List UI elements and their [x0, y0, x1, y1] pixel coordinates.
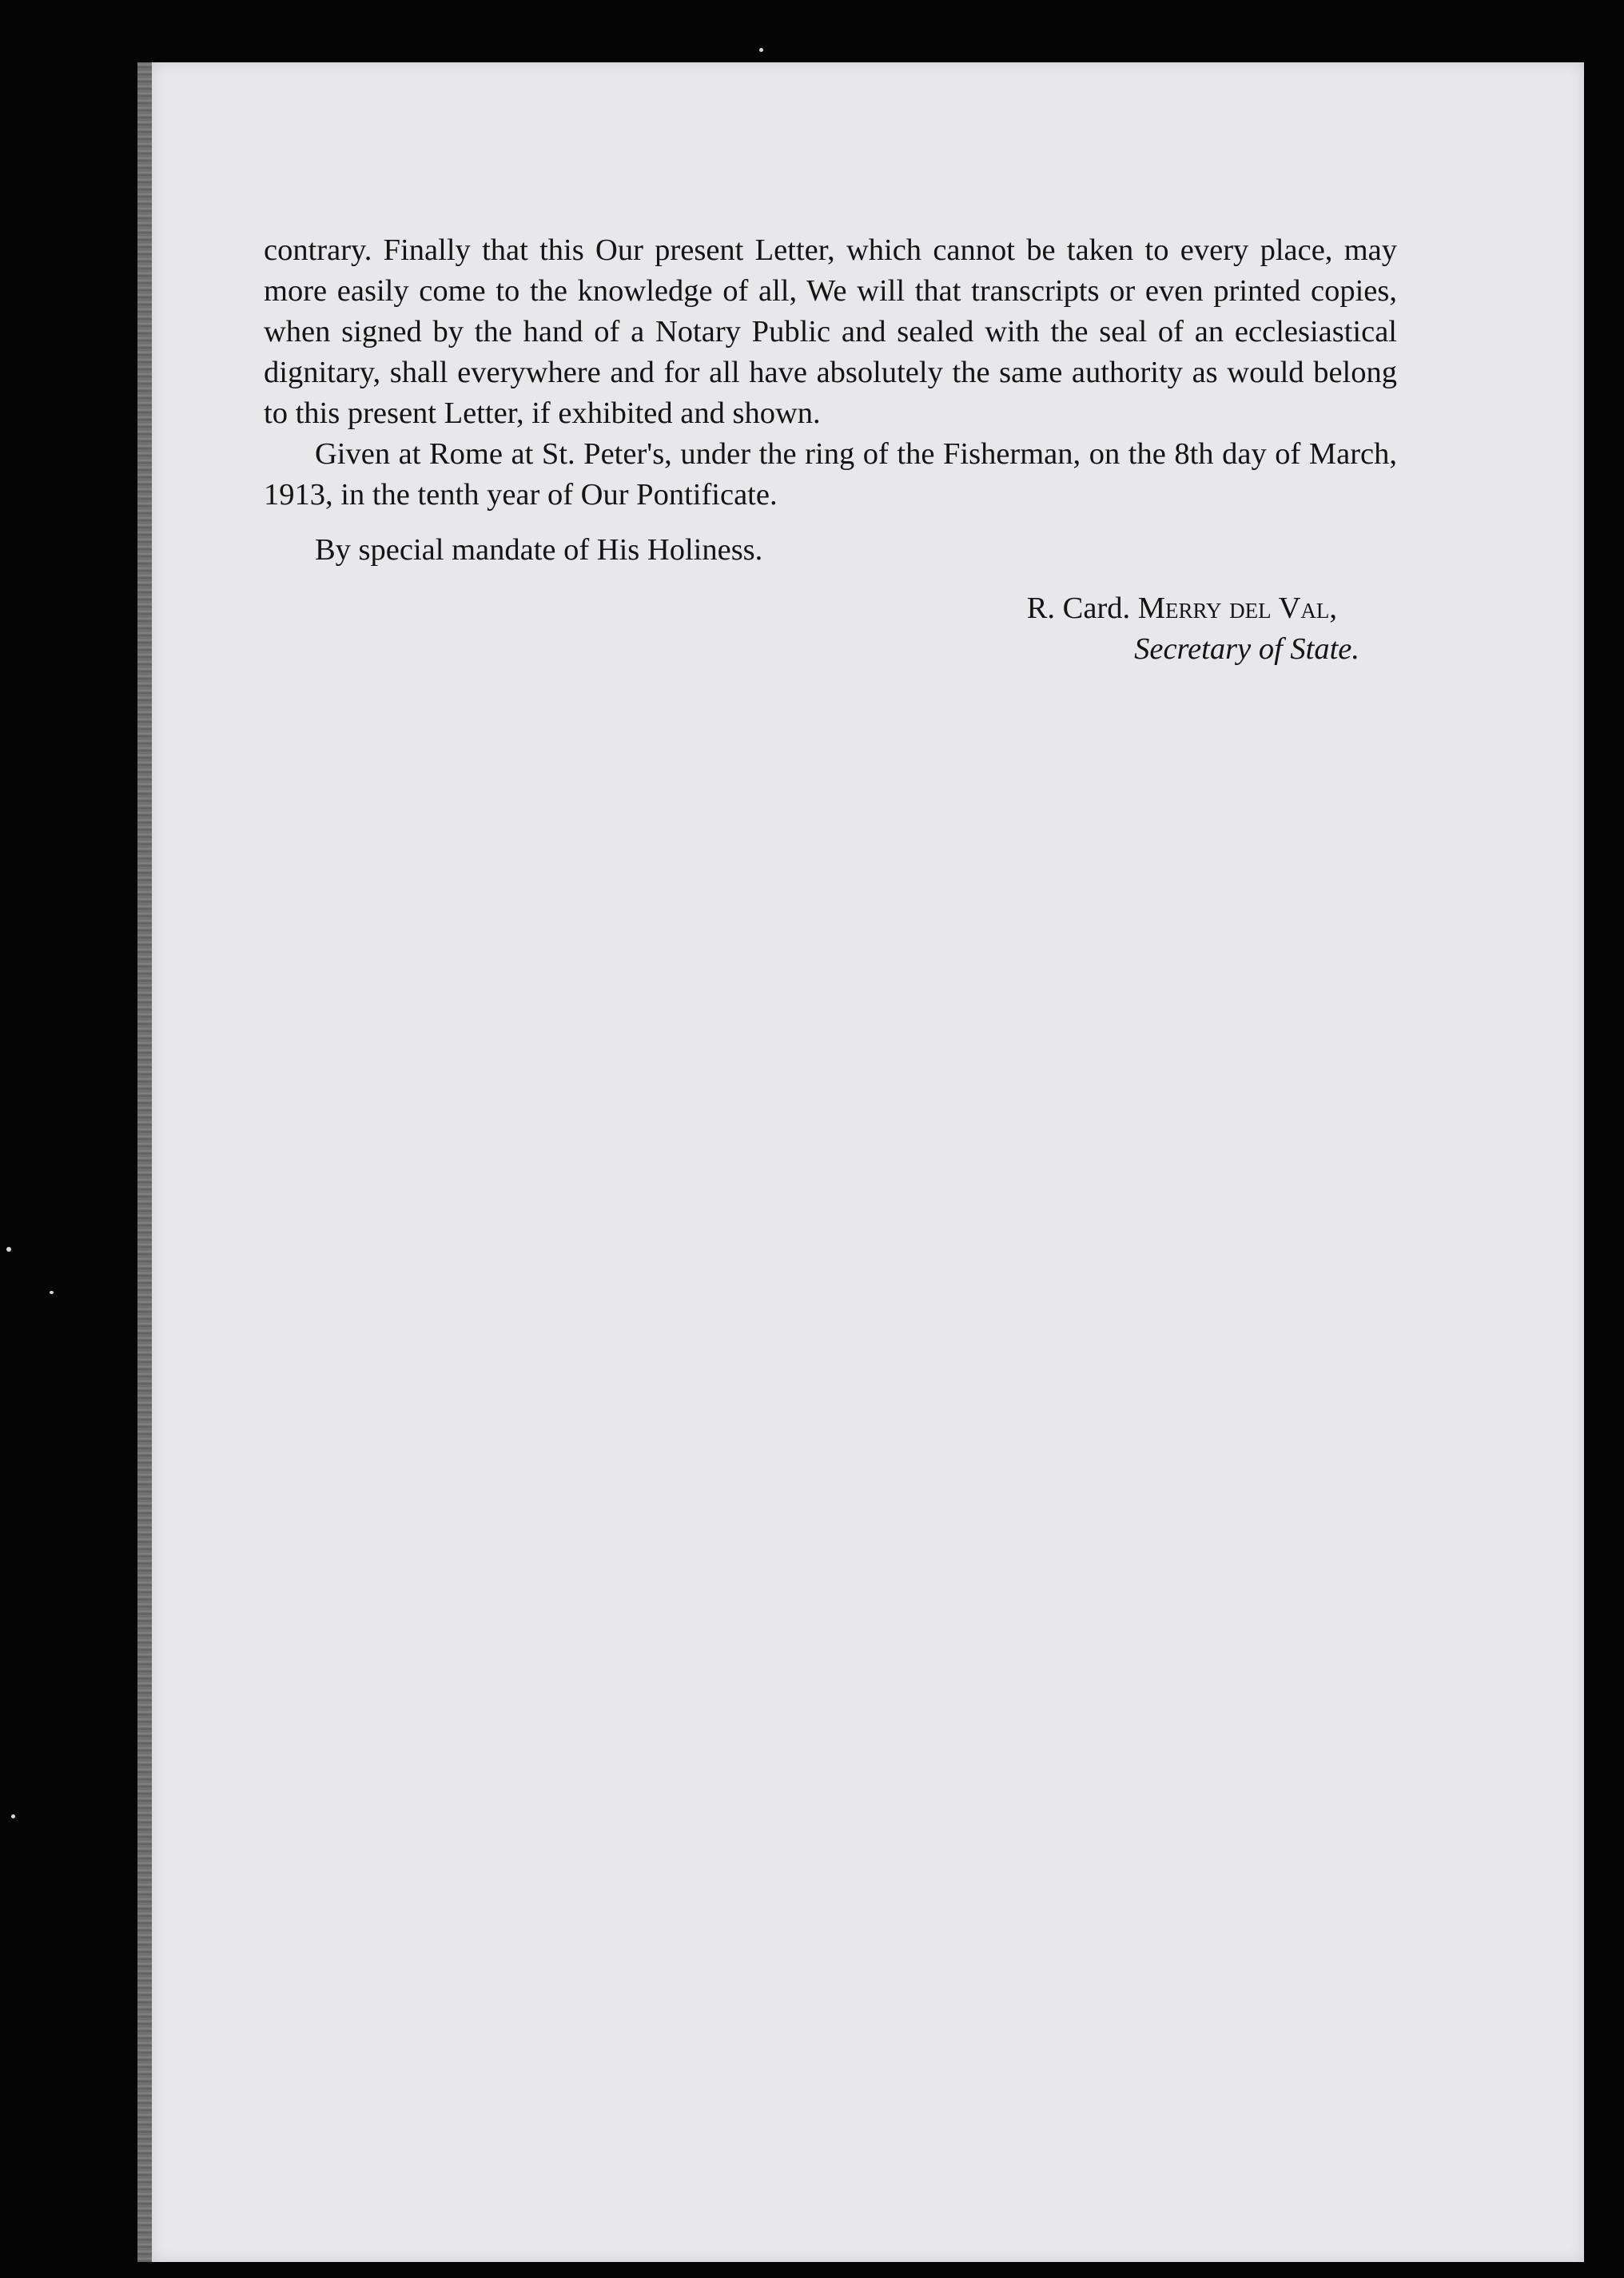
closing-paragraph: contrary. Finally that this Our present Letter, which cannot be taken to every place, may more easily come to the knowledge of all, We will that transcripts or even printed copies, when signed by the hand of a Notary Public and sealed with the seal of an ecclesiastical dignitary, shall everywhere and for all have absolutely the same authority as would belong to this present Letter, if exhibited and shown. — [264, 233, 1397, 430]
dating-paragraph: Given at Rome at St. Peter's, under the ring of the Fisherman, on the 8th day of March, 1913, in the tenth year of Our Pontificate. — [264, 437, 1397, 512]
book-spine-edge — [137, 62, 153, 2262]
signatory-name: Merry del Val, — [1137, 591, 1337, 625]
mandate-line: By special mandate of His Holiness. — [315, 533, 763, 567]
scan-speck — [6, 1247, 11, 1252]
letter-text — [264, 230, 1397, 670]
signature-block — [264, 588, 1397, 670]
signatory-prefix: R. Card. — [1026, 591, 1138, 625]
scan-speck — [11, 1814, 15, 1818]
scan-speck — [50, 1291, 54, 1294]
signatory-line — [264, 588, 1337, 629]
scan-speck — [759, 48, 763, 52]
signatory-title: Secretary of State. — [1134, 632, 1359, 666]
